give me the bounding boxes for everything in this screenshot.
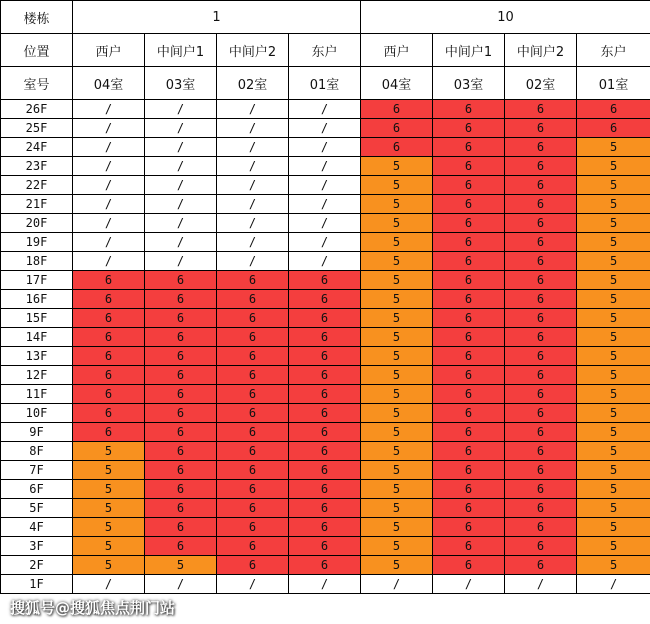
unit-cell: 6 — [289, 461, 361, 480]
unit-cell: 6 — [505, 309, 577, 328]
unit-cell: 6 — [289, 537, 361, 556]
unit-cell: 5 — [361, 290, 433, 309]
unit-cell: 6 — [361, 100, 433, 119]
unit-cell: 6 — [433, 366, 505, 385]
unit-cell: 6 — [505, 328, 577, 347]
table-row — [1, 518, 650, 537]
unit-cell: 6 — [361, 119, 433, 138]
floor-label: 17F — [1, 271, 73, 290]
table-row — [1, 233, 650, 252]
unit-cell: / — [73, 138, 145, 157]
unit-cell: 5 — [361, 480, 433, 499]
unit-cell: 5 — [361, 309, 433, 328]
floor-label: 8F — [1, 442, 73, 461]
table-row — [1, 271, 650, 290]
unit-cell: 6 — [73, 309, 145, 328]
unit-cell: 6 — [433, 537, 505, 556]
position-cell: 东户 — [289, 34, 361, 67]
unit-cell: / — [73, 252, 145, 271]
unit-cell: 5 — [361, 176, 433, 195]
floor-label: 11F — [1, 385, 73, 404]
unit-cell: 6 — [217, 556, 289, 575]
position-cell: 西户 — [73, 34, 145, 67]
unit-cell: 6 — [145, 404, 217, 423]
building-header-row — [1, 1, 650, 34]
unit-cell: / — [289, 157, 361, 176]
unit-cell: 6 — [505, 138, 577, 157]
unit-cell: 5 — [577, 233, 650, 252]
floor-label: 9F — [1, 423, 73, 442]
unit-cell: 5 — [361, 556, 433, 575]
unit-cell: 5 — [361, 385, 433, 404]
unit-cell: 6 — [145, 366, 217, 385]
room-cell: 03室 — [433, 67, 505, 100]
room-cell: 04室 — [361, 67, 433, 100]
unit-cell: 6 — [505, 233, 577, 252]
room-cell: 04室 — [73, 67, 145, 100]
floor-label: 23F — [1, 157, 73, 176]
floor-label: 26F — [1, 100, 73, 119]
unit-cell: 6 — [145, 423, 217, 442]
unit-cell: 5 — [577, 442, 650, 461]
unit-cell: 6 — [145, 271, 217, 290]
table-row — [1, 366, 650, 385]
unit-cell: / — [217, 195, 289, 214]
table-row — [1, 404, 650, 423]
unit-cell: 6 — [145, 328, 217, 347]
unit-cell: 5 — [73, 556, 145, 575]
unit-cell: 6 — [433, 290, 505, 309]
unit-cell: 5 — [577, 499, 650, 518]
floor-label: 12F — [1, 366, 73, 385]
unit-cell: / — [289, 100, 361, 119]
position-cell: 中间户1 — [145, 34, 217, 67]
unit-cell: 6 — [433, 347, 505, 366]
unit-cell: 6 — [73, 290, 145, 309]
unit-cell: 6 — [289, 366, 361, 385]
unit-cell: / — [217, 100, 289, 119]
unit-cell: 6 — [433, 499, 505, 518]
unit-cell: / — [145, 233, 217, 252]
unit-cell: 6 — [433, 176, 505, 195]
unit-cell: 6 — [73, 404, 145, 423]
unit-cell: 6 — [505, 214, 577, 233]
unit-cell: 6 — [217, 290, 289, 309]
position-cell: 中间户2 — [217, 34, 289, 67]
unit-cell: 5 — [361, 461, 433, 480]
floor-label: 15F — [1, 309, 73, 328]
unit-cell: 5 — [577, 290, 650, 309]
unit-cell: 6 — [217, 442, 289, 461]
unit-cell: 6 — [505, 271, 577, 290]
unit-cell: 6 — [505, 157, 577, 176]
unit-cell: 5 — [577, 385, 650, 404]
unit-cell: 6 — [289, 271, 361, 290]
unit-cell: / — [217, 119, 289, 138]
unit-cell: 6 — [289, 404, 361, 423]
floor-label: 24F — [1, 138, 73, 157]
floor-label: 2F — [1, 556, 73, 575]
unit-cell: 5 — [145, 556, 217, 575]
table-row — [1, 195, 650, 214]
unit-cell: / — [289, 252, 361, 271]
unit-cell: / — [289, 233, 361, 252]
watermark: 搜狐号@搜狐焦点荆门站 — [10, 599, 176, 617]
floor-label: 18F — [1, 252, 73, 271]
unit-cell: 6 — [145, 309, 217, 328]
unit-cell: 5 — [577, 214, 650, 233]
unit-cell: / — [73, 195, 145, 214]
unit-cell: / — [289, 119, 361, 138]
unit-cell: / — [433, 575, 505, 594]
unit-cell: / — [145, 138, 217, 157]
unit-cell: 6 — [505, 385, 577, 404]
floor-label: 19F — [1, 233, 73, 252]
unit-cell: 6 — [217, 328, 289, 347]
unit-cell: / — [217, 252, 289, 271]
unit-cell: / — [145, 176, 217, 195]
unit-cell: / — [289, 176, 361, 195]
unit-cell: 5 — [361, 366, 433, 385]
unit-cell: 5 — [73, 480, 145, 499]
unit-cell: 5 — [577, 518, 650, 537]
unit-cell: 6 — [145, 461, 217, 480]
unit-cell: 5 — [361, 499, 433, 518]
unit-cell: / — [289, 195, 361, 214]
unit-cell: 6 — [217, 347, 289, 366]
unit-cell: / — [217, 214, 289, 233]
room-cell: 01室 — [289, 67, 361, 100]
floor-label: 13F — [1, 347, 73, 366]
table-row — [1, 461, 650, 480]
unit-cell: 6 — [145, 480, 217, 499]
floor-label: 22F — [1, 176, 73, 195]
unit-cell: / — [145, 575, 217, 594]
unit-cell: 5 — [361, 423, 433, 442]
unit-cell: 6 — [289, 518, 361, 537]
unit-cell: 5 — [577, 461, 650, 480]
table-row — [1, 290, 650, 309]
unit-cell: / — [577, 575, 650, 594]
unit-cell: / — [145, 157, 217, 176]
unit-cell: 6 — [217, 518, 289, 537]
table-row — [1, 347, 650, 366]
unit-cell: / — [73, 119, 145, 138]
unit-cell: 5 — [577, 480, 650, 499]
unit-cell: / — [217, 233, 289, 252]
unit-cell: 6 — [433, 518, 505, 537]
unit-cell: 5 — [577, 366, 650, 385]
table-row — [1, 119, 650, 138]
unit-cell: 6 — [289, 347, 361, 366]
unit-cell: 6 — [217, 385, 289, 404]
unit-cell: 6 — [433, 195, 505, 214]
unit-cell: / — [145, 252, 217, 271]
unit-cell: / — [73, 157, 145, 176]
room-cell: 03室 — [145, 67, 217, 100]
unit-cell: 5 — [361, 214, 433, 233]
room-cell: 02室 — [505, 67, 577, 100]
unit-cell: 5 — [361, 328, 433, 347]
unit-cell: 6 — [433, 556, 505, 575]
room-cell: 01室 — [577, 67, 650, 100]
position-cell: 中间户1 — [433, 34, 505, 67]
unit-cell: 6 — [577, 100, 650, 119]
position-label: 位置 — [1, 34, 73, 67]
unit-cell: 5 — [577, 347, 650, 366]
table-row — [1, 138, 650, 157]
unit-cell: 5 — [361, 233, 433, 252]
unit-cell: 6 — [145, 518, 217, 537]
position-cell: 西户 — [361, 34, 433, 67]
unit-cell: / — [289, 214, 361, 233]
table-row — [1, 100, 650, 119]
unit-cell: 6 — [73, 385, 145, 404]
unit-cell: 6 — [505, 366, 577, 385]
unit-cell: 6 — [217, 366, 289, 385]
unit-cell: 5 — [577, 157, 650, 176]
unit-cell: 6 — [217, 404, 289, 423]
floor-label: 21F — [1, 195, 73, 214]
unit-cell: 5 — [361, 404, 433, 423]
unit-cell: 5 — [577, 423, 650, 442]
unit-cell: 5 — [577, 309, 650, 328]
floor-label: 7F — [1, 461, 73, 480]
room-label: 室号 — [1, 67, 73, 100]
table-row — [1, 385, 650, 404]
unit-cell: / — [73, 575, 145, 594]
unit-cell: / — [73, 214, 145, 233]
unit-cell: 6 — [505, 176, 577, 195]
unit-cell: 6 — [217, 423, 289, 442]
unit-cell: 5 — [361, 195, 433, 214]
unit-cell: / — [73, 176, 145, 195]
unit-cell: 6 — [505, 119, 577, 138]
table-row — [1, 252, 650, 271]
floor-label: 5F — [1, 499, 73, 518]
table-row — [1, 309, 650, 328]
unit-cell: / — [289, 138, 361, 157]
unit-cell: / — [217, 138, 289, 157]
unit-cell: 6 — [145, 499, 217, 518]
unit-cell: 5 — [361, 537, 433, 556]
floor-label: 25F — [1, 119, 73, 138]
unit-cell: 5 — [361, 347, 433, 366]
unit-cell: 6 — [505, 252, 577, 271]
floor-label: 16F — [1, 290, 73, 309]
unit-cell: 6 — [73, 271, 145, 290]
unit-cell: 5 — [73, 461, 145, 480]
building-number: 10 — [361, 1, 650, 34]
unit-cell: 6 — [145, 385, 217, 404]
unit-cell: / — [289, 575, 361, 594]
unit-cell: 6 — [433, 404, 505, 423]
floor-label: 4F — [1, 518, 73, 537]
unit-cell: 5 — [361, 518, 433, 537]
unit-cell: 5 — [577, 271, 650, 290]
unit-cell: 6 — [433, 271, 505, 290]
unit-cell: 6 — [433, 138, 505, 157]
unit-cell: 6 — [505, 290, 577, 309]
unit-cell: / — [145, 214, 217, 233]
floor-label: 6F — [1, 480, 73, 499]
unit-cell: 6 — [73, 347, 145, 366]
unit-cell: 5 — [577, 176, 650, 195]
unit-cell: / — [217, 575, 289, 594]
unit-cell: 6 — [145, 537, 217, 556]
building-label: 楼栋 — [1, 1, 73, 34]
unit-cell: 6 — [217, 537, 289, 556]
unit-cell: 6 — [145, 442, 217, 461]
unit-cell: 6 — [433, 252, 505, 271]
unit-cell: 6 — [433, 480, 505, 499]
unit-cell: 6 — [433, 442, 505, 461]
unit-cell: 6 — [289, 328, 361, 347]
position-cell: 东户 — [577, 34, 650, 67]
unit-cell: 5 — [577, 195, 650, 214]
unit-cell: 6 — [145, 347, 217, 366]
table-row — [1, 442, 650, 461]
unit-cell: 6 — [505, 480, 577, 499]
unit-cell: 6 — [505, 347, 577, 366]
unit-cell: 6 — [505, 518, 577, 537]
unit-cell: 5 — [361, 442, 433, 461]
unit-cell: 6 — [289, 480, 361, 499]
unit-cell: 6 — [433, 214, 505, 233]
table-row — [1, 176, 650, 195]
floor-label: 10F — [1, 404, 73, 423]
unit-cell: 5 — [73, 537, 145, 556]
unit-cell: 6 — [73, 423, 145, 442]
unit-cell: 6 — [289, 556, 361, 575]
unit-cell: 5 — [577, 252, 650, 271]
unit-cell: 6 — [73, 366, 145, 385]
unit-cell: 5 — [577, 328, 650, 347]
table-row — [1, 157, 650, 176]
unit-cell: 6 — [217, 309, 289, 328]
unit-cell: / — [145, 195, 217, 214]
unit-cell: / — [145, 119, 217, 138]
unit-cell: 6 — [433, 423, 505, 442]
table-row — [1, 423, 650, 442]
unit-cell: 6 — [289, 442, 361, 461]
unit-cell: 6 — [289, 309, 361, 328]
unit-cell: 5 — [73, 518, 145, 537]
unit-cell: 5 — [73, 442, 145, 461]
unit-cell: 6 — [433, 328, 505, 347]
unit-cell: / — [73, 233, 145, 252]
unit-cell: / — [73, 100, 145, 119]
position-cell: 中间户2 — [505, 34, 577, 67]
table-row — [1, 214, 650, 233]
unit-cell: / — [217, 176, 289, 195]
unit-cell: 6 — [217, 271, 289, 290]
unit-cell: / — [505, 575, 577, 594]
unit-cell: 6 — [505, 556, 577, 575]
unit-cell: 6 — [217, 461, 289, 480]
table-row — [1, 537, 650, 556]
unit-cell: 6 — [433, 233, 505, 252]
unit-cell: 5 — [577, 556, 650, 575]
unit-cell: 6 — [289, 499, 361, 518]
unit-cell: 5 — [361, 252, 433, 271]
position-header-row — [1, 34, 650, 67]
table-row — [1, 499, 650, 518]
table-row — [1, 575, 650, 594]
unit-cell: 6 — [505, 442, 577, 461]
unit-cell: 5 — [361, 271, 433, 290]
unit-cell: 6 — [505, 100, 577, 119]
unit-cell: 6 — [361, 138, 433, 157]
unit-cell: 5 — [577, 138, 650, 157]
floor-label: 14F — [1, 328, 73, 347]
unit-cell: 6 — [505, 537, 577, 556]
unit-cell: 5 — [577, 537, 650, 556]
floor-label: 3F — [1, 537, 73, 556]
room-cell: 02室 — [217, 67, 289, 100]
unit-cell: 6 — [433, 309, 505, 328]
unit-cell: 6 — [577, 119, 650, 138]
unit-cell: 6 — [73, 328, 145, 347]
unit-cell: 5 — [577, 404, 650, 423]
unit-cell: 6 — [433, 461, 505, 480]
unit-cell: 6 — [289, 290, 361, 309]
unit-cell: 6 — [433, 157, 505, 176]
unit-cell: 6 — [505, 461, 577, 480]
unit-cell: 6 — [433, 100, 505, 119]
unit-cell: 6 — [289, 423, 361, 442]
unit-cell: 6 — [433, 385, 505, 404]
unit-cell: 6 — [217, 480, 289, 499]
unit-cell: / — [145, 100, 217, 119]
unit-cell: 6 — [505, 423, 577, 442]
unit-cell: / — [361, 575, 433, 594]
unit-cell: / — [217, 157, 289, 176]
room-header-row — [1, 67, 650, 100]
unit-cell: 6 — [433, 119, 505, 138]
table-row — [1, 328, 650, 347]
floor-label: 20F — [1, 214, 73, 233]
unit-cell: 6 — [217, 499, 289, 518]
unit-cell: 6 — [289, 385, 361, 404]
floor-label: 1F — [1, 575, 73, 594]
unit-cell: 6 — [505, 195, 577, 214]
unit-cell: 5 — [361, 157, 433, 176]
unit-cell: 6 — [505, 499, 577, 518]
table-row — [1, 556, 650, 575]
unit-cell: 6 — [145, 290, 217, 309]
building-number: 1 — [73, 1, 361, 34]
table-row — [1, 480, 650, 499]
unit-cell: 5 — [73, 499, 145, 518]
unit-cell: 6 — [505, 404, 577, 423]
